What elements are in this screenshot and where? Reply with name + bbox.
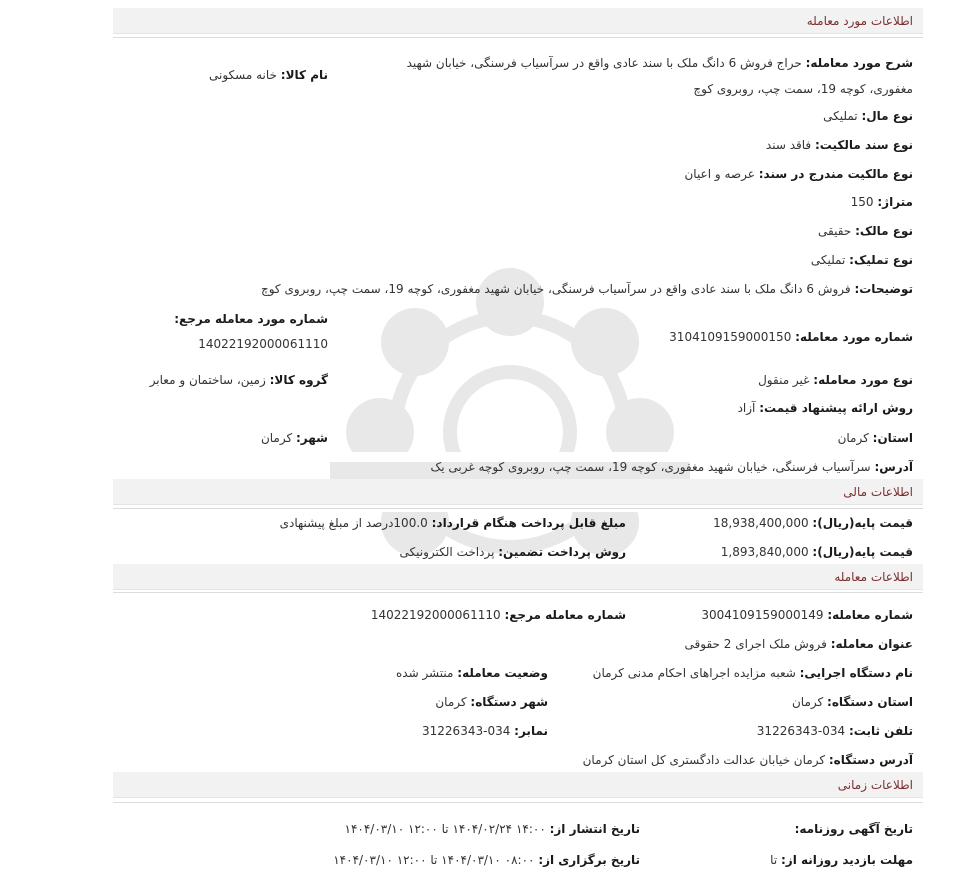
divider xyxy=(113,802,923,803)
field-value: تملیکی xyxy=(810,253,846,267)
province xyxy=(838,429,913,447)
deal-details-page xyxy=(113,8,923,876)
divider xyxy=(113,508,923,509)
field-value: شعبه مزایده اجراهای احکام مدنی کرمان xyxy=(592,666,796,680)
field-value: کرمان خیابان عدالت دادگستری کل استان کرمان xyxy=(582,753,826,767)
owner-type xyxy=(818,222,913,240)
base-price xyxy=(713,514,913,532)
field-label: شرح مورد معامله: xyxy=(805,56,913,70)
area xyxy=(851,193,913,211)
field-value: 14022192000061110 xyxy=(198,337,328,351)
city xyxy=(261,429,328,447)
transaction-number xyxy=(701,606,913,624)
field-value: حراج فروش 6 دانگ ملک با سند عادی واقع در سرآسیاب فرسنگی، خیابان شهید مغفوری، کوچه 19، سمت چپ، روبروی کوچ xyxy=(406,56,913,96)
goods-group xyxy=(150,371,328,389)
agency-address xyxy=(583,751,913,769)
field-label: گروه کالا: xyxy=(269,373,328,387)
agency-fax xyxy=(422,722,548,740)
field-label: نام دستگاه اجرایی: xyxy=(799,666,913,680)
field-label: استان دستگاه: xyxy=(827,695,913,709)
field-label: شهر: xyxy=(296,431,328,445)
field-value: 1,893,840,000 xyxy=(720,545,809,559)
field-label: نوع مال: xyxy=(861,109,913,123)
field-value: منتشر شده xyxy=(395,666,454,680)
agency-phone xyxy=(757,722,913,740)
field-value: پرداخت الکترونیکی xyxy=(399,545,495,559)
field-value: غیر منقول xyxy=(758,373,810,387)
section-header-time-info xyxy=(113,772,923,798)
section-title: اطلاعات مالی xyxy=(843,485,913,499)
field-value: 034-31226343 xyxy=(756,724,846,738)
deal-description xyxy=(403,50,913,102)
section-header-deal-info xyxy=(113,8,923,34)
newspaper-date xyxy=(795,820,913,838)
price-method xyxy=(738,399,913,417)
ref-number-value xyxy=(198,335,328,353)
field-value: عرصه و اعیان xyxy=(684,167,755,181)
deed-type xyxy=(766,136,913,154)
transaction-ref-number xyxy=(371,606,626,624)
field-value: کرمان xyxy=(260,431,293,445)
field-value: 3104109159000150 xyxy=(669,330,792,344)
item-kind xyxy=(758,371,913,389)
field-label: قیمت پایه(ریال): xyxy=(812,516,913,530)
field-value: کرمان xyxy=(837,431,869,445)
divider xyxy=(113,37,923,38)
field-value: فروش 6 دانگ ملک با سند عادی واقع در سرآسیاب فرسنگی، خیابان شهید مغفوری، کوچه 19، سمت چپ، روبروی کوچ xyxy=(260,282,851,296)
ownership-type xyxy=(684,165,913,183)
section-title: اطلاعات مورد معامله xyxy=(806,14,913,28)
item-name xyxy=(209,66,328,84)
transaction-status xyxy=(396,664,548,682)
field-label: مبلغ قابل پرداخت هنگام قرارداد: xyxy=(431,516,626,530)
field-value: خانه مسکونی xyxy=(209,68,277,82)
acquisition-type xyxy=(811,251,913,269)
field-label: آدرس: xyxy=(874,460,913,474)
field-label: وضعیت معامله: xyxy=(457,666,548,680)
field-label: تلفن ثابت: xyxy=(848,724,913,738)
address xyxy=(431,458,913,476)
executive-agency xyxy=(593,664,913,682)
field-label: نوع تملیک: xyxy=(849,253,913,267)
field-value: تملیکی xyxy=(823,109,858,123)
agency-province xyxy=(792,693,913,711)
divider xyxy=(113,592,923,593)
field-label: متراژ: xyxy=(877,195,913,209)
field-label: قیمت پایه(ریال): xyxy=(812,545,913,559)
field-label: عنوان معامله: xyxy=(830,637,913,651)
field-value: 150 xyxy=(850,195,874,209)
publish-date xyxy=(345,820,640,838)
field-value: کرمان xyxy=(791,695,824,709)
field-label: نام کالا: xyxy=(280,68,328,82)
field-label: نوع مالکیت مندرج در سند: xyxy=(758,167,913,181)
field-label: شماره معامله مرجع: xyxy=(504,608,626,622)
field-value: کرمان xyxy=(435,695,467,709)
field-label: آدرس دستگاه: xyxy=(828,753,913,767)
field-value: 100.0درصد از مبلغ پیشنهادی xyxy=(279,516,428,530)
ref-number-label xyxy=(174,310,328,328)
field-label: نوع مالک: xyxy=(855,224,913,238)
field-label: شهر دستگاه: xyxy=(470,695,548,709)
property-type xyxy=(823,107,913,125)
field-value: 14022192000061110 xyxy=(370,608,501,622)
field-value: 18,938,400,000 xyxy=(713,516,809,530)
field-value: تا xyxy=(770,853,778,867)
field-value: فاقد سند xyxy=(765,138,812,152)
field-value: 034-31226343 xyxy=(422,724,511,738)
field-value: ۱۴:۰۰ ۱۴۰۴/۰۲/۲۴ تا ۱۲:۰۰ ۱۴۰۴/۰۳/۱۰ xyxy=(344,822,546,836)
field-label: شماره معامله: xyxy=(827,608,913,622)
field-value: زمین، ساختمان و معابر xyxy=(149,373,266,387)
held-date xyxy=(333,851,640,869)
daily-visit xyxy=(770,851,913,869)
field-label: روش پرداخت تضمین: xyxy=(498,545,626,559)
field-label: تاریخ انتشار از: xyxy=(549,822,640,836)
transaction-title xyxy=(685,635,913,653)
field-label: روش ارائه پیشنهاد قیمت: xyxy=(759,401,913,415)
notes xyxy=(261,280,913,298)
field-value: ۰۸:۰۰ ۱۴۰۴/۰۳/۱۰ تا ۱۲:۰۰ ۱۴۰۴/۰۳/۱۰ xyxy=(333,853,535,867)
section-header-financial-info xyxy=(113,479,923,505)
section-title: اطلاعات زمانی xyxy=(837,778,913,792)
item-number xyxy=(669,328,913,346)
section-header-transaction-info xyxy=(113,564,923,590)
field-value: سرآسیاب فرسنگی، خیابان شهید مغفوری، کوچه 19، سمت چپ، روبروی کوچه غربی یک xyxy=(430,460,871,474)
field-label: تاریخ آگهی روزنامه: xyxy=(794,822,913,836)
field-label: تاریخ برگزاری از: xyxy=(538,853,640,867)
contract-payable xyxy=(280,514,626,532)
guarantee-method xyxy=(400,543,626,561)
field-label: توضیحات: xyxy=(854,282,913,296)
field-label: نمابر: xyxy=(514,724,548,738)
field-value: 3004109159000149 xyxy=(701,608,824,622)
deposit-price xyxy=(721,543,913,561)
field-label: استان: xyxy=(872,431,913,445)
field-value: فروش ملک اجرای 2 حقوقی xyxy=(684,637,827,651)
field-label: نوع مورد معامله: xyxy=(813,373,913,387)
field-label: شماره مورد معامله مرجع: xyxy=(174,312,328,326)
field-label: شماره مورد معامله: xyxy=(795,330,913,344)
agency-city xyxy=(435,693,548,711)
field-label: نوع سند مالکیت: xyxy=(814,138,913,152)
field-value: حقیقی xyxy=(818,224,852,238)
field-label: مهلت بازدید روزانه از: xyxy=(781,853,913,867)
section-title: اطلاعات معامله xyxy=(834,570,913,584)
field-value: آزاد xyxy=(737,401,756,415)
